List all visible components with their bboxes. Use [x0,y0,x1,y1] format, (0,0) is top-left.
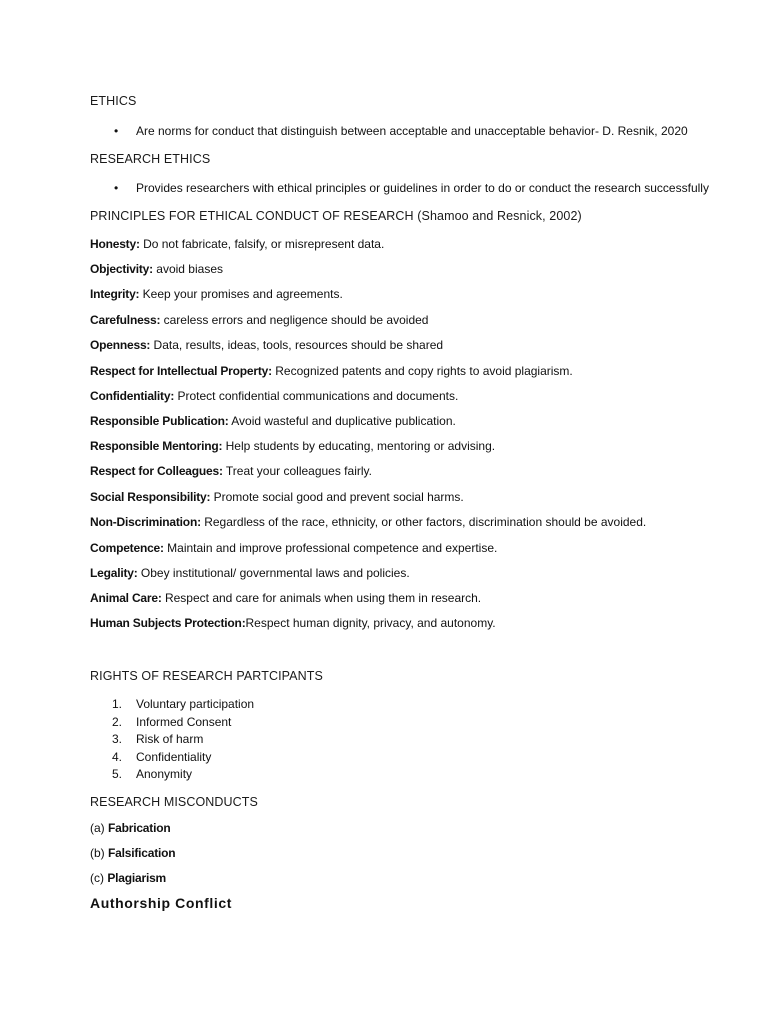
list-number: 2. [112,714,123,729]
bullet-icon: • [114,124,119,138]
principle-item [90,439,495,453]
principle-text: Regardless of the race, ethnicity, or other factors, discrimination should be avoided. [200,515,647,529]
ethics-heading: ETHICS [90,94,137,108]
principle-term: Legality: [90,566,138,580]
principle-text: Respect and care for animals when using them in research. [161,591,482,605]
principle-term: Honesty: [90,237,140,251]
principle-term: Integrity: [90,287,140,301]
principle-text: Do not fabricate, falsify, or misrepresent data. [139,237,385,251]
misconduct-term: Plagiarism [107,871,167,885]
principle-text: Keep your promises and agreements. [139,287,343,301]
principle-item [90,313,428,327]
principle-item [90,262,223,276]
principle-item [90,490,464,504]
misconduct-label: (b) [90,846,108,860]
principles-heading-text: PRINCIPLES FOR ETHICAL CONDUCT OF RESEARCH [90,209,414,223]
list-item [112,766,254,784]
list-item [112,731,254,749]
principle-item [90,464,372,478]
principle-item [90,364,573,378]
principle-term: Respect for Intellectual Property: [90,364,272,378]
principle-text: Obey institutional/ governmental laws and policies. [137,566,410,580]
misconduct-term: Fabrication [108,821,171,835]
misconduct-label: (c) [90,871,108,885]
principle-term: Animal Care: [90,591,162,605]
list-text: Anonymity [136,767,193,782]
research-ethics-heading: RESEARCH ETHICS [90,152,211,166]
principle-item [90,566,410,580]
principle-term: Openness: [90,338,151,352]
principle-item [90,541,497,555]
principle-text: Protect confidential communications and documents. [174,389,459,403]
list-item [112,714,254,732]
misconduct-term: Falsification [108,846,176,860]
principle-text: Maintain and improve professional competence and expertise. [163,541,498,555]
list-text: Informed Consent [136,714,232,729]
principle-term: Human Subjects Protection: [90,616,246,630]
list-number: 5. [112,767,123,782]
list-text: Voluntary participation [136,697,255,711]
principle-term: Social Responsibility: [90,490,211,504]
ethics-bullet-text: Are norms for conduct that distinguish between acceptable and unacceptable behavior- D. Resnik, 2020 [136,124,688,138]
principle-term: Competence: [90,541,164,555]
rights-list [112,696,254,784]
principle-text: Respect human dignity, privacy, and autonomy. [245,616,496,630]
principle-text: careless errors and negligence should be avoided [160,313,429,327]
principle-text: Promote social good and prevent social harms. [210,490,464,504]
research-ethics-bullet [114,181,709,195]
principle-term: Responsible Publication: [90,414,229,428]
principle-text: Recognized patents and copy rights to avoid plagiarism. [271,364,573,378]
principle-term: Non-Discrimination: [90,515,201,529]
principle-item [90,338,443,352]
misconducts-heading: RESEARCH MISCONDUCTS [90,795,258,809]
list-item [112,749,254,767]
principle-text: Data, results, ideas, tools, resources should be shared [150,338,444,352]
rights-heading: RIGHTS OF RESEARCH PARTCIPANTS [90,669,323,683]
misconduct-label: (a) [90,821,108,835]
principle-term: Objectivity: [90,262,153,276]
principle-item [90,414,456,428]
principle-item [90,616,496,630]
authorship-heading: Authorship Conflict [90,895,233,911]
principle-term: Respect for Colleagues: [90,464,223,478]
list-number: 3. [112,732,123,747]
principle-item [90,237,384,251]
principle-text: avoid biases [152,262,223,276]
ethics-bullet [114,124,688,138]
principle-term: Responsible Mentoring: [90,439,223,453]
list-number: 4. [112,749,123,764]
principles-heading [90,209,582,223]
principle-term: Carefulness: [90,313,161,327]
principle-item [90,591,481,605]
principle-item [90,287,343,301]
principle-item [90,389,458,403]
list-number: 1. [112,697,123,711]
principle-item [90,515,646,529]
list-item [112,696,254,714]
research-ethics-bullet-text: Provides researchers with ethical principles or guidelines in order to do or conduct the research successfully [136,181,709,195]
misconduct-item [90,821,170,835]
list-text: Risk of harm [136,732,204,747]
principle-text: Help students by educating, mentoring or advising. [222,439,496,453]
principle-text: Treat your colleagues fairly. [222,464,372,478]
list-text: Confidentiality [136,749,212,764]
principles-source: (Shamoo and Resnick, 2002) [413,209,582,223]
bullet-icon: • [114,181,119,195]
principle-term: Confidentiality: [90,389,175,403]
misconduct-item [90,846,175,860]
principle-text: Avoid wasteful and duplicative publication. [228,414,456,428]
misconduct-item [90,871,166,885]
